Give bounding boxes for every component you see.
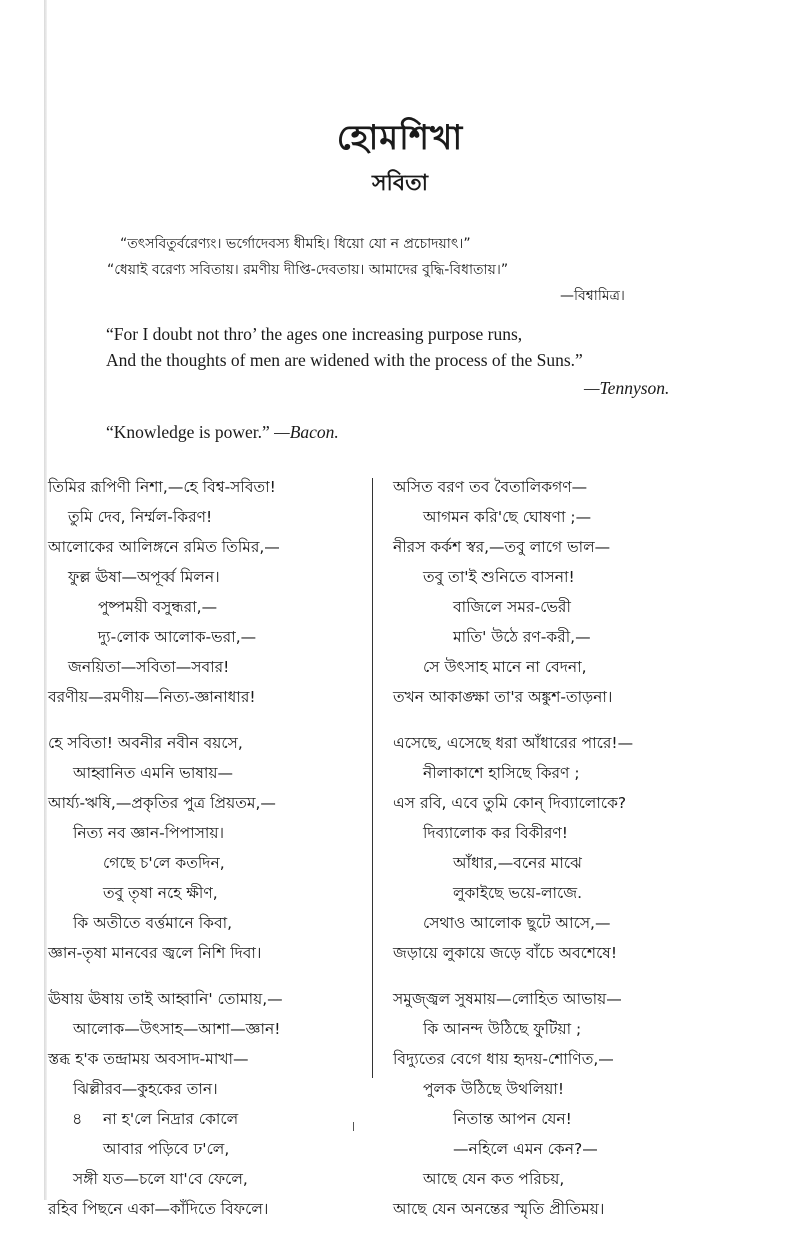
poem-line: তুমি দেব, নির্ম্মল-কিরণ!: [68, 508, 213, 526]
poem-line: পুষ্পময়ী বসুন্ধরা,—: [98, 598, 218, 616]
poem-line: অসিত বরণ তব বৈতালিকগণ—: [393, 478, 588, 496]
poem-stanza: [393, 728, 733, 968]
bacon-attribution: —Bacon.: [274, 422, 339, 442]
poem-line: ঝিল্লীরব—কুহকের তান।: [73, 1080, 218, 1098]
poem-line: সে উৎসাহ মানে না বেদনা,: [423, 658, 587, 676]
poem-line: নিতান্ত আপন যেন!: [453, 1110, 572, 1128]
poem-line: আগমন করি'ছে ঘোষণা ;—: [423, 508, 592, 526]
poem-line: সমুজ্জ্বল সুষমায়—লোহিত আভায়—: [393, 990, 622, 1008]
poem-line: গেছে চ'লে কতদিন,: [103, 854, 225, 872]
poem-line: হে সবিতা! অবনীর নবীন বয়সে,: [48, 734, 243, 752]
english-quote-line2: And the thoughts of men are widened with the process of the Suns.”: [106, 350, 583, 370]
poem-line: কি অতীতে বর্ত্তমানে কিবা,: [73, 914, 233, 932]
poem-line: তবু তা'ই শুনিতে বাসনা!: [423, 568, 575, 586]
poem-line: বাজিলে সমর-ভেরী: [453, 598, 571, 616]
poem-line: লুকাইছে ভয়ে-লাজে.: [453, 884, 583, 902]
poem-line: দ্যু-লোক আলোক-ভরা,—: [98, 628, 257, 646]
poem-line: জনয়িতা—সবিতা—সবার!: [68, 658, 230, 676]
poem-line: নিত্য নব জ্ঞান-পিপাসায়।: [73, 824, 225, 842]
page-number: ৪: [72, 1109, 83, 1128]
poem-line: ঊষায় ঊষায় তাই আহ্বানি' তোমায়,—: [48, 990, 283, 1008]
poem-line: আছে যেন কত পরিচয়,: [423, 1170, 565, 1188]
print-mark: [353, 1122, 354, 1131]
poem-line: তিমির রূপিণী নিশা,—হে বিশ্ব-সবিতা!: [48, 478, 276, 496]
poem-line: বরণীয়—রমণীয়—নিত্য-জ্ঞানাধার!: [48, 688, 256, 706]
poem-right-column: [393, 472, 733, 1240]
poem-line: দিব্যালোক কর বিকীরণ!: [423, 824, 568, 842]
poem-line: এসেছে, এসেছে ধরা আঁধারের পারে!—: [393, 734, 634, 752]
poem-line: আছে যেন অনন্তের স্মৃতি প্রীতিময়।: [393, 1200, 605, 1218]
english-quote-line1: “For I doubt not thro’ the ages one increasing purpose runs,: [106, 324, 523, 344]
poem-line: পুলক উঠিছে উথলিয়া!: [423, 1080, 565, 1098]
poem-line: নীলাকাশে হাসিছে কিরণ ;: [423, 764, 580, 782]
epigraph-attribution: —বিশ্বামিত্র।: [560, 288, 625, 304]
poem-line: আলোকের আলিঙ্গনে রমিত তিমির,—: [48, 538, 280, 556]
poem-stanza: [393, 984, 733, 1224]
epigraph-bengali: “ধেয়াই বরেণ্য সবিতায়। রমণীয় দীপ্তি-দেবতায়। আমাদের বুদ্ধি-বিধাতায়।”: [107, 262, 509, 278]
poem-line: জ্ঞান-তৃষা মানবের জ্বলে নিশি দিবা।: [48, 944, 262, 962]
poem-line: না হ'লে নিদ্রার কোলে: [103, 1110, 239, 1128]
poem-line: রহিব পিছনে একা—কাঁদিতে বিফলে।: [48, 1200, 269, 1218]
poem-line: আবার পড়িবে ঢ'লে,: [103, 1140, 230, 1158]
page-title: হোমশিখা: [336, 118, 464, 158]
poem-line: বিদ্যুতের বেগে ধায় হৃদয়-শোণিত,—: [393, 1050, 614, 1068]
bacon-quote-text: “Knowledge is power.”: [106, 422, 270, 442]
poem-line: আঁধার,—বনের মাঝে: [453, 854, 582, 872]
english-quote-attribution: —Tennyson.: [584, 378, 670, 398]
poem-line: আর্য্য-ঋষি,—প্রকৃতির পুত্র প্রিয়তম,—: [48, 794, 276, 812]
poem-line: সেথাও আলোক ছুটে আসে,—: [423, 914, 611, 932]
poem-line: স্তব্ধ হ'ক তন্দ্রাময় অবসাদ-মাখা—: [48, 1050, 249, 1068]
poem-line: —নহিলে এমন কেন?—: [453, 1140, 598, 1158]
poem-line: সঙ্গী যত—চলে যা'বে ফেলে,: [73, 1170, 248, 1188]
poem-stanza: [48, 728, 388, 968]
poem-left-column: [48, 472, 388, 1240]
column-divider: [372, 478, 373, 1078]
poem-line: তবু তৃষা নহে ক্ষীণ,: [103, 884, 218, 902]
poem-line: আলোক—উৎসাহ—আশা—জ্ঞান!: [73, 1020, 281, 1038]
poem-line: মাতি' উঠে রণ-করী,—: [453, 628, 591, 646]
poem-line: তখন আকাঙ্ক্ষা তা'র অঙ্কুশ-তাড়না।: [393, 688, 613, 706]
poem-stanza: [48, 472, 388, 712]
poem-stanza: [393, 472, 733, 712]
poem-line: জড়ায়ে লুকায়ে জড়ে বাঁচে অবশেষে!: [393, 944, 618, 962]
bacon-quote: [106, 422, 339, 443]
poem-stanza: [48, 984, 388, 1224]
epigraph-sanskrit: “তৎসবিতুর্বরেণ্যং। ভর্গোদেবস্য ধীমহি। ধিয়ো যো ন প্রচোদয়াৎ।”: [120, 236, 471, 252]
poem-line: কি আনন্দ উঠিছে ফুটিয়া ;: [423, 1020, 582, 1038]
poem-line: নীরস কর্কশ স্বর,—তবু লাগে ভাল—: [393, 538, 611, 556]
poem-line: আহ্বানিত এমনি ভাষায়—: [73, 764, 234, 782]
poem-subtitle: সবিতা: [372, 171, 428, 196]
poem-line: এস রবি, এবে তুমি কোন্ দিব্যালোকে?: [393, 794, 627, 812]
poem-line: ফুল্ল ঊষা—অপূর্ব্ব মিলন।: [68, 568, 220, 586]
